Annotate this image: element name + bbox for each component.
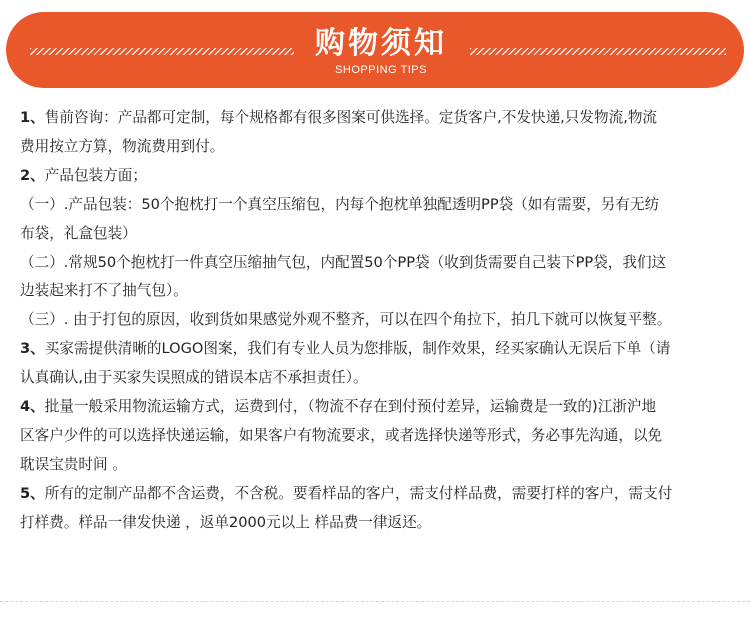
tip-line: [20, 104, 736, 133]
tip-text: 打样费。样品一律发快递 ，返单2000元以上 样品费一律返还。: [20, 513, 432, 531]
tip-line: [20, 509, 736, 538]
decorative-hatch-left: [30, 48, 294, 55]
tip-line: [20, 451, 736, 480]
tip-text: 认真确认,由于买家失误照成的错误本店不承担责任）。: [20, 369, 368, 387]
decorative-hatch-right: [470, 48, 726, 55]
tip-line: [20, 422, 736, 451]
tip-line: [20, 364, 736, 393]
tip-text: 布袋，礼盒包装）: [20, 224, 137, 242]
tip-text: 售前咨询：产品都可定制，每个规格都有很多图案可供选择。定货客户,不发快递,只发物流,物流: [44, 109, 658, 126]
tip-text: 边装起来打不了抽气包）。: [20, 282, 188, 300]
tip-line: [20, 393, 736, 422]
tip-text: 批量一般采用物流运输方式，运费到付，（物流不存在到付预付差异，运输费是一致的)江浙沪地: [44, 398, 657, 416]
tip-line: [20, 277, 736, 306]
tip-text: （三）. 由于打包的原因，收到货如果感觉外观不整齐，可以在四个角拉下，拍几下就可以恢复平整。: [20, 311, 672, 329]
bottom-divider: [0, 601, 750, 602]
tip-text: 区客户少件的可以选择快递运输，如果客户有物流要求，或者选择快递等形式，务必事先沟通，以免: [20, 426, 663, 444]
tip-line: [20, 191, 736, 220]
header-banner: [6, 12, 744, 88]
tip-line: [20, 335, 736, 364]
tip-text: 费用按立方算，物流费用到付。: [20, 137, 225, 155]
tip-text: （二）.常规50个抱枕打一件真空压缩抽气包，内配置50个PP袋（收到货需要自己装下PP袋，我们这: [20, 253, 667, 271]
tip-line: [20, 220, 736, 249]
tip-number: 3、: [20, 340, 45, 358]
tip-number: 1、: [20, 109, 45, 126]
tip-line: [20, 162, 736, 191]
tip-number: 4、: [20, 398, 45, 416]
tip-line: [20, 133, 736, 162]
tip-number: 2、: [20, 166, 45, 184]
tip-number: 5、: [20, 484, 45, 502]
tip-line: [20, 480, 736, 509]
page-subtitle: SHOPPING TIPS: [335, 64, 427, 76]
tip-line: [20, 306, 736, 335]
tip-text: 产品包装方面；: [44, 166, 147, 184]
tip-text: 耽误宝贵时间 。: [20, 455, 127, 473]
tips-content: [20, 104, 736, 538]
tip-line: [20, 249, 736, 278]
tip-text: 所有的定制产品都不含运费，不含税。要看样品的客户，需支付样品费，需要打样的客户，需支付: [44, 484, 673, 502]
page-title: 购物须知: [315, 26, 447, 61]
tip-text: （一）.产品包装：50个抱枕打一个真空压缩包，内每个抱枕单独配透明PP袋（如有需要，另有无纺: [20, 195, 660, 213]
tip-text: 买家需提供清晰的LOGO图案，我们有专业人员为您排版，制作效果，经买家确认无误后下单（请: [44, 340, 671, 358]
